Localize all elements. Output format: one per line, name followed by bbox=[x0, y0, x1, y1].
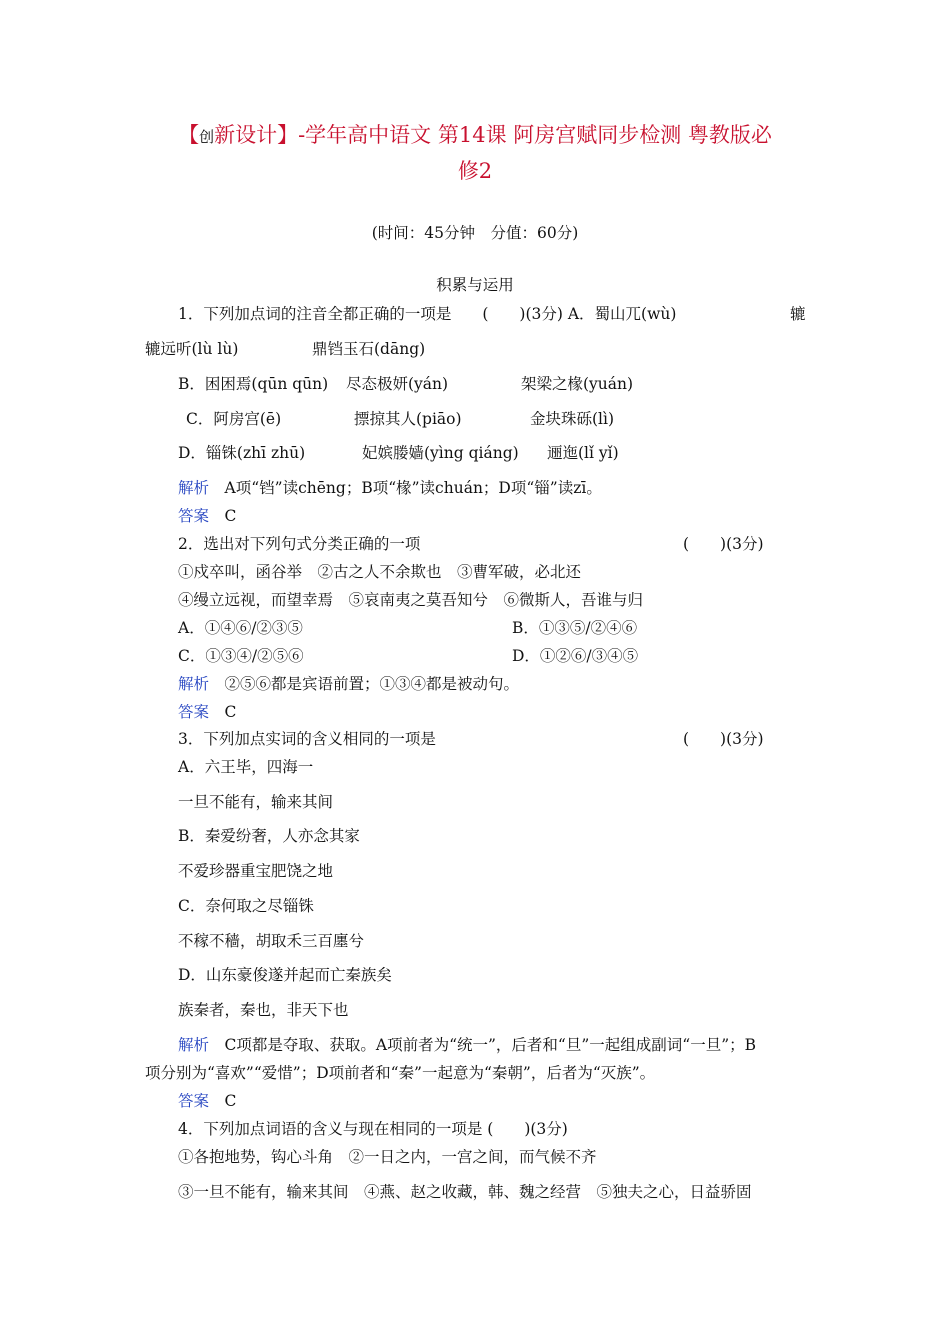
q3-daan bbox=[178, 1091, 236, 1111]
q1-d-3: 逦迤(lǐ yǐ) bbox=[547, 444, 619, 462]
q1-b-2: 尽态极妍(yán) bbox=[346, 375, 449, 393]
q1-d-2: 妃嫔媵嫱(yìng qiáng) bbox=[362, 444, 519, 462]
jiexi-text: C项都是夺取、获取。A项前者为“统一”，后者和“旦”一起组成副词“一旦”；B bbox=[224, 1036, 757, 1054]
meta-time-score: (时间：45分钟 分值：60分) bbox=[371, 224, 579, 242]
q4-stem: 4．下列加点词语的含义与现在相同的一项是 ( )(3分) bbox=[178, 1120, 568, 1138]
q2-jiexi bbox=[178, 674, 519, 694]
q2-opt-b: B．①③⑤/②④⑥ bbox=[512, 619, 638, 637]
daan-text: C bbox=[224, 507, 237, 525]
q3-stem: 3．下列加点实词的含义相同的一项是 bbox=[178, 730, 436, 748]
q4-sentences-1: ①各抱地势，钩心斗角 ②一日之内，一宫之间，而气候不齐 bbox=[178, 1148, 597, 1166]
q1-d-1: D．锱铢(zhī zhū) bbox=[178, 444, 306, 462]
title-bracket: 【 bbox=[178, 123, 200, 147]
daan-text: C bbox=[224, 703, 237, 721]
jiexi-label: 解析 bbox=[178, 479, 210, 497]
daan-label: 答案 bbox=[178, 1092, 210, 1110]
q2-sentences-1: ①戍卒叫，函谷举 ②古之人不余欺也 ③曹军破，必北还 bbox=[178, 563, 582, 581]
q4-sentences-2: ③一旦不能有，输来其间 ④燕、赵之收藏，韩、魏之经营 ⑤独夫之心，日益骄固 bbox=[178, 1183, 752, 1201]
q1-daan bbox=[178, 506, 236, 526]
q2-opt-c: C．①③④/②⑤⑥ bbox=[178, 647, 304, 665]
q3-c1: C．奈何取之尽锱铢 bbox=[178, 897, 314, 915]
q3-d2: 族秦者，秦也，非天下也 bbox=[178, 1001, 349, 1019]
q2-stem: 2．选出对下列句式分类正确的一项 bbox=[178, 535, 421, 553]
jiexi-text: A项“铛”读chēng；B项“椽”读chuán；D项“锱”读zī。 bbox=[224, 479, 602, 497]
q1-b-3: 架梁之椽(yuán) bbox=[521, 375, 634, 393]
q2-opt-d: D．①②⑥/③④⑤ bbox=[512, 647, 639, 665]
q1-a-tail: 辘 bbox=[790, 305, 806, 323]
q3-a2: 一旦不能有，输来其间 bbox=[178, 793, 334, 811]
jiexi-label: 解析 bbox=[178, 675, 210, 693]
q1-c-1: C．阿房宫(ē) bbox=[186, 410, 282, 428]
q3-d1: D．山东豪俊遂并起而亡秦族矣 bbox=[178, 966, 392, 984]
doc-title bbox=[0, 120, 950, 152]
q3-b1: B．秦爱纷奢，人亦念其家 bbox=[178, 827, 360, 845]
title-line-1: 新设计】-学年高中语文 第14课 阿房宫赋同步检测 粤教版必 bbox=[214, 123, 772, 147]
q2-sentences-2: ④缦立远视，而望幸焉 ⑤哀南夷之莫吾知兮 ⑥微斯人，吾谁与归 bbox=[178, 591, 644, 609]
jiexi-label: 解析 bbox=[178, 1036, 210, 1054]
jiexi-text: ②⑤⑥都是宾语前置；①③④都是被动句。 bbox=[224, 675, 520, 693]
doc-title-line-2: 修2 bbox=[457, 159, 493, 183]
q1-c-3: 金块珠砾(lì) bbox=[530, 410, 615, 428]
q1-a-3: 鼎铛玉石(dāng) bbox=[312, 340, 426, 358]
q3-a1: A．六王毕，四海一 bbox=[178, 758, 314, 776]
q1-stem: 1．下列加点词的注音全都正确的一项是 ( )(3分) A．蜀山兀(wù) bbox=[178, 305, 677, 323]
q1-jiexi bbox=[178, 478, 602, 498]
q1-b-1: B．困困焉(qūn qūn) bbox=[178, 375, 329, 393]
q1-a-cont: 辘远听(lù lù) bbox=[145, 340, 239, 358]
q3-score: ( )(3分) bbox=[683, 730, 764, 748]
daan-text: C bbox=[224, 1092, 237, 1110]
q3-jiexi-1 bbox=[178, 1035, 756, 1055]
q3-b2: 不爱珍器重宝肥饶之地 bbox=[178, 862, 334, 880]
q3-c2: 不稼不穑，胡取禾三百廛兮 bbox=[178, 932, 365, 950]
daan-label: 答案 bbox=[178, 703, 210, 721]
q3-jiexi-2: 项分别为“喜欢”“爱惜”；D项前者和“秦”一起意为“秦朝”，后者为“灭族”。 bbox=[145, 1064, 656, 1082]
q2-score: ( )(3分) bbox=[683, 535, 764, 553]
daan-label: 答案 bbox=[178, 507, 210, 525]
title-small-char: 创 bbox=[199, 128, 215, 146]
section-heading: 积累与运用 bbox=[436, 276, 514, 294]
q2-opt-a: A．①④⑥/②③⑤ bbox=[178, 619, 303, 637]
q1-c-2: 摽掠其人(piāo) bbox=[354, 410, 462, 428]
q2-daan bbox=[178, 702, 236, 722]
